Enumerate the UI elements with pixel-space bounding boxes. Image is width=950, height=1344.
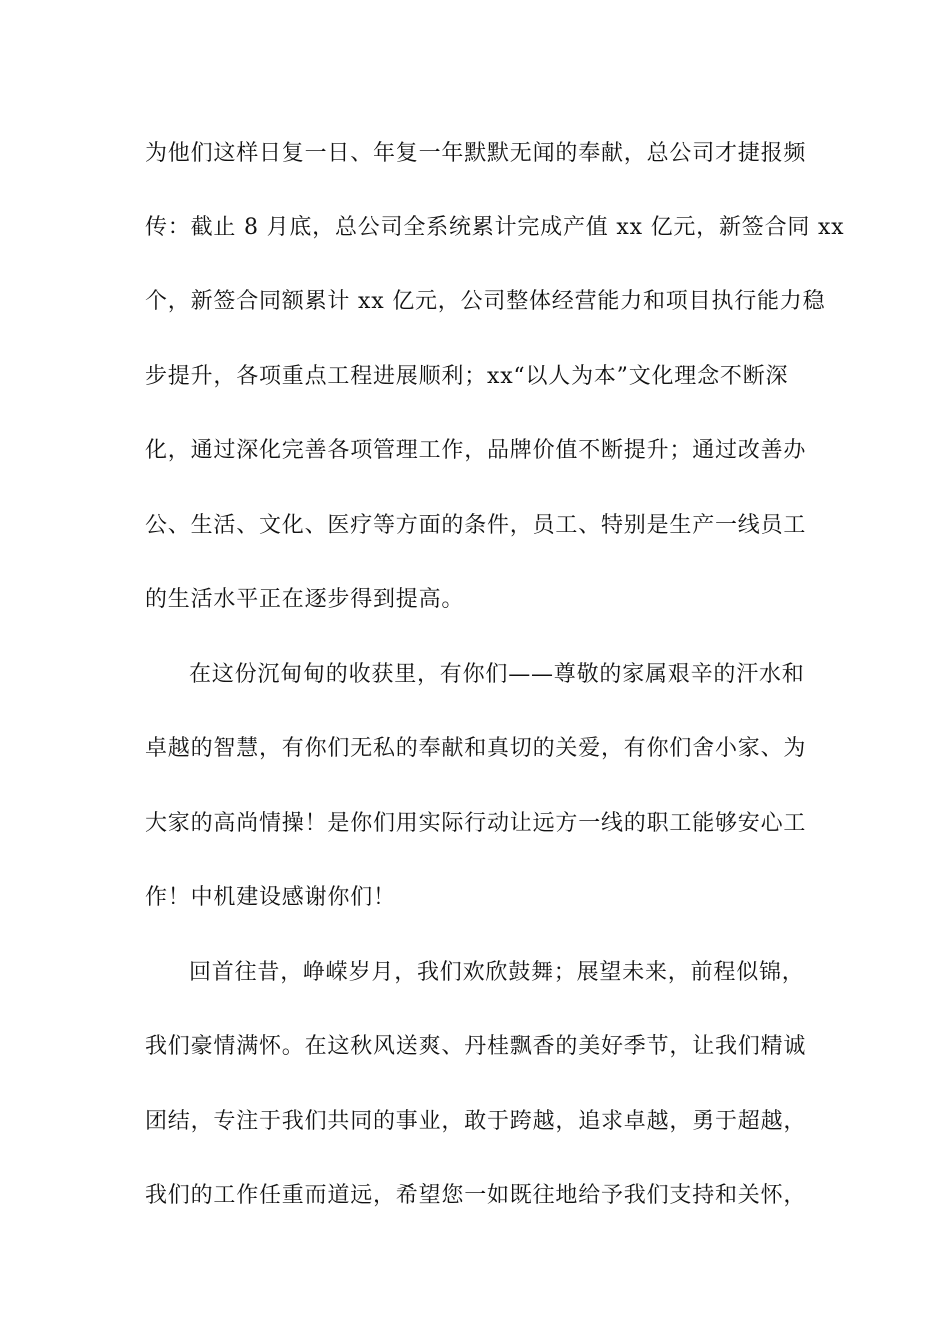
text-line: 个，新签合同额累计 xx 亿元，公司整体经营能力和项目执行能力稳 xyxy=(145,289,826,314)
text-line: 我们的工作任重而道远，希望您一如既往地给予我们支持和关怀， xyxy=(145,1183,807,1208)
text-line: 为他们这样日复一日、年复一年默默无闻的奉献，总公司才捷报频 xyxy=(145,141,807,166)
text-line: 公、生活、文化、医疗等方面的条件，员工、特别是生产一线员工 xyxy=(145,513,807,538)
text-line: 的生活水平正在逐步得到提高。 xyxy=(145,587,465,612)
paragraph-start-line: 回首往昔，峥嵘岁月，我们欢欣鼓舞；展望未来，前程似锦， xyxy=(189,960,805,985)
text-line: 团结，专注于我们共同的事业，敢于跨越，追求卓越，勇于超越， xyxy=(145,1109,807,1134)
text-line: 作！中机建设感谢你们！ xyxy=(145,885,396,910)
paragraph-start-line: 在这份沉甸甸的收获里，有你们——尊敬的家属艰辛的汗水和 xyxy=(189,662,805,687)
text-line: 化，通过深化完善各项管理工作，品牌价值不断提升；通过改善办 xyxy=(145,438,807,463)
text-line: 卓越的智慧，有你们无私的奉献和真切的关爱，有你们舍小家、为 xyxy=(145,736,807,761)
text-line: 大家的高尚情操！是你们用实际行动让远方一线的职工能够安心工 xyxy=(145,811,807,836)
text-line: 步提升，各项重点工程进展顺利；xx“以人为本”文化理念不断深 xyxy=(145,364,789,389)
text-line: 我们豪情满怀。在这秋风送爽、丹桂飘香的美好季节，让我们精诚 xyxy=(145,1034,807,1059)
text-line: 传：截止 8 月底，总公司全系统累计完成产值 xx 亿元，新签合同 xx xyxy=(145,215,845,240)
